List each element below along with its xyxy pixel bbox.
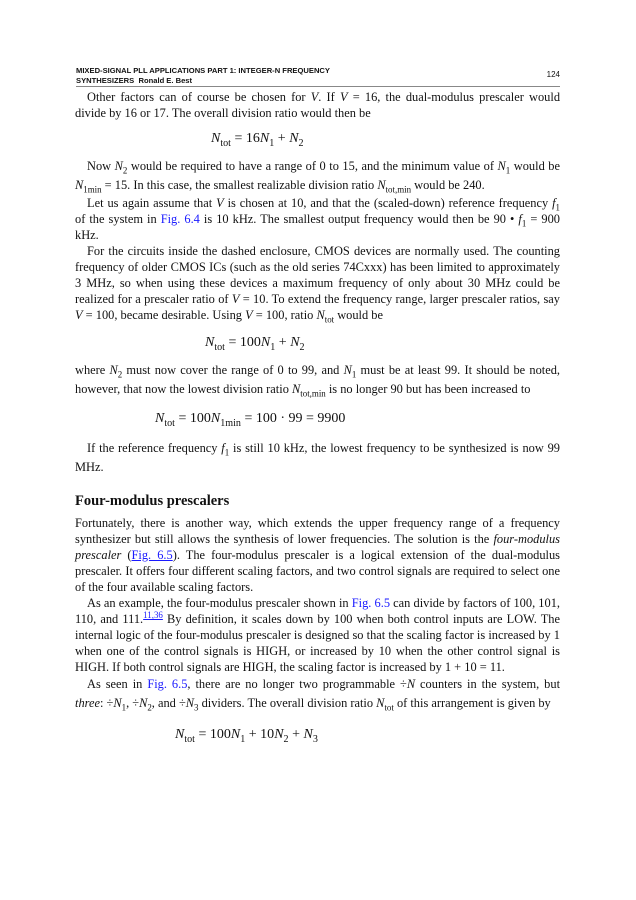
header-rule — [76, 86, 560, 87]
text-run: As an example, the four-modulus prescaler shown in — [87, 596, 352, 610]
equation — [75, 335, 560, 351]
italic-text: N — [139, 696, 148, 710]
italic-text: f — [552, 196, 556, 210]
italic-text: N — [210, 411, 221, 426]
italic-text: V — [231, 292, 240, 306]
subscript: 3 — [312, 733, 318, 745]
italic-text: three — [75, 696, 100, 710]
paragraph — [75, 515, 560, 595]
subscript: 1 — [224, 447, 230, 458]
italic-text: N — [211, 131, 221, 146]
figure-link[interactable]: Fig. 6.4 — [160, 212, 200, 226]
text-run: = 100 — [224, 335, 261, 350]
text-run: = 10. To extend the frequency range, larger prescaler ratios, say — [239, 292, 560, 306]
subscript: tot — [220, 137, 231, 149]
text-run: + 10 — [245, 727, 275, 742]
subscript: 1 — [555, 202, 560, 213]
italic-text: N — [303, 727, 313, 742]
text-run: counters in the system, but — [415, 677, 561, 691]
italic-text: N — [316, 308, 325, 322]
paragraph — [75, 243, 560, 323]
header-title-line2: SYNTHESIZERS — [76, 75, 135, 85]
text-run: : ÷ — [100, 696, 114, 710]
italic-text: N — [113, 696, 122, 710]
italic-text: N — [75, 178, 84, 192]
text-run: ( — [121, 548, 132, 562]
subscript: 2 — [147, 702, 152, 713]
text-run: Four-modulus prescalers — [75, 493, 230, 509]
subscript: 2 — [299, 341, 305, 353]
subscript: tot,min — [385, 184, 412, 195]
text-run: By definition, it scales down by 100 when both control inputs are LOW. The internal logic of the four-modulus prescaler is designed so that the scaling factor is increased by 1 when one of the control signals is HIGH, or increased by 10 when the other control signal is HIGH. If both control signals are HIGH, the scaling factor is increased by 1 + 10 = 11. — [75, 612, 560, 674]
text-run: = 100, became desirable. Using — [82, 308, 246, 322]
text-run: + — [288, 727, 304, 742]
text-run: = 100, ratio — [252, 308, 317, 322]
italic-text: N — [175, 727, 185, 742]
text-run: where — [75, 363, 110, 377]
paragraph — [75, 89, 560, 121]
equation — [75, 131, 560, 147]
text-run: = 15. In this case, the smallest realizable division ratio — [101, 178, 378, 192]
text-run: is still 10 kHz, the lowest frequency to be synthesized is now 99 MHz. — [75, 441, 560, 474]
italic-text: N — [497, 159, 506, 173]
page-number: 124 — [546, 70, 560, 79]
text-run: of this arrangement is given by — [393, 696, 551, 710]
subscript: 2 — [283, 733, 289, 745]
text-run: , there are no longer two programmable ÷ — [187, 677, 407, 691]
text-run: Let us again assume that — [87, 196, 217, 210]
text-run: is no longer 90 but has been increased to — [325, 382, 531, 396]
text-run: can divide by factors of 100, 101, 110, and 111. — [75, 596, 560, 626]
subscript: 1 — [351, 369, 357, 380]
text-run: Other factors can of course be chosen for — [87, 90, 311, 104]
text-run: is chosen at 10, and that the (scaled-down) reference frequency — [223, 196, 553, 210]
italic-text: f — [518, 212, 522, 226]
text-run: + — [274, 131, 290, 146]
text-run: For the circuits inside the dashed enclosure, CMOS devices are normally used. The counting frequency of older CMOS ICs (such as the old series 74Cxxx) has been limited to approximately 3 MHz, so when using these devices a maximum frequency of only about 30 MHz could be realized for a prescaler ratio of — [75, 244, 560, 306]
equation — [75, 727, 560, 743]
subscript: 2 — [298, 137, 304, 149]
paragraph — [75, 675, 560, 713]
subscript: tot — [214, 341, 225, 353]
italic-text: N — [185, 696, 195, 710]
italic-text: N — [292, 382, 301, 396]
header-title-line1: MIXED-SIGNAL PLL APPLICATIONS PART 1: INTEGER-N FREQUENCY — [76, 66, 330, 75]
italic-text: V — [310, 90, 319, 104]
italic-text: N — [155, 411, 165, 426]
italic-text: V — [216, 196, 224, 210]
paragraph — [75, 595, 560, 675]
text-run: If the reference frequency — [87, 441, 222, 455]
running-header — [76, 66, 560, 85]
subscript: 1 — [269, 137, 275, 149]
italic-text: N — [290, 335, 300, 350]
italic-text: four-modulus prescaler — [75, 532, 560, 562]
subscript: 1 — [521, 218, 527, 229]
text-run: is 10 kHz. The smallest output frequency would then be 90 • — [199, 212, 519, 226]
text-run: would be 240. — [411, 178, 485, 192]
text-run: would be required to have a range of 0 to 15, and the minimum value of — [127, 159, 498, 173]
text-run: Fortunately, there is another way, which extends the upper frequency range of a frequency synthesizer but still allows the synthesis of lower frequencies. The solution is the — [75, 516, 560, 546]
text-run: must now cover the range of 0 to 99, and — [122, 363, 344, 377]
italic-text: N — [205, 335, 215, 350]
paragraph — [75, 361, 560, 399]
italic-text: V — [339, 90, 348, 104]
paragraph — [75, 195, 560, 243]
subscript: 1 — [270, 341, 276, 353]
text-run: would be — [510, 159, 560, 173]
paragraph — [75, 157, 560, 195]
text-run: of the system in — [75, 212, 161, 226]
italic-text: V — [245, 308, 253, 322]
subscript: tot — [324, 314, 335, 325]
text-run: = 900 kHz. — [75, 212, 560, 242]
subscript: 2 — [122, 165, 128, 176]
section-heading — [75, 493, 560, 509]
subscript: 1 — [240, 733, 246, 745]
subscript: tot — [384, 702, 394, 713]
subscript: 1 — [121, 702, 127, 713]
italic-text: N — [289, 131, 299, 146]
text-run: + — [275, 335, 291, 350]
paragraph — [75, 439, 560, 477]
italic-text: N — [114, 159, 123, 173]
text-run: . If — [318, 90, 340, 104]
italic-text: N — [260, 335, 271, 350]
subscript: 2 — [117, 369, 123, 380]
text-run: = 100 — [174, 411, 211, 426]
subscript: tot — [164, 417, 175, 429]
italic-text: f — [221, 441, 225, 455]
italic-text: N — [109, 363, 118, 377]
text-run: Now — [87, 159, 115, 173]
italic-text: N — [259, 131, 270, 146]
text-run: would be — [334, 308, 383, 322]
citation-superscript[interactable]: 11,36 — [143, 609, 163, 620]
italic-text: N — [376, 696, 385, 710]
text-run: = 100 — [194, 727, 231, 742]
figure-link[interactable]: Fig. 6.5 — [351, 596, 391, 610]
italic-text: V — [75, 308, 83, 322]
subscript: 1min — [220, 417, 241, 429]
subscript: tot,min — [300, 388, 326, 399]
italic-text: N — [274, 727, 284, 742]
subscript: 1min — [83, 184, 102, 195]
text-run: dividers. The overall division ratio — [198, 696, 377, 710]
text-run: must be at least 99. It should be noted, however, that now the lowest division ratio — [75, 363, 561, 396]
text-run: ). The four-modulus prescaler is a logical extension of the dual-modulus prescaler. It offers four different scaling factors, and two control signals are required to select one of the four available scaling factors. — [75, 548, 560, 594]
text-run: = 16 — [230, 131, 260, 146]
text-run: , and ÷ — [151, 696, 186, 710]
figure-link[interactable]: Fig. 6.5 — [147, 677, 188, 691]
text-run: = 100 · 99 = 9900 — [240, 411, 346, 426]
subscript: tot — [184, 733, 195, 745]
subscript: 3 — [194, 702, 199, 713]
text-run: , ÷ — [126, 696, 140, 710]
italic-text: N — [377, 178, 386, 192]
italic-text: N — [230, 727, 241, 742]
italic-text: N — [343, 363, 352, 377]
subscript: 1 — [505, 165, 511, 176]
italic-text: N — [406, 677, 416, 691]
text-run: As seen in — [87, 677, 148, 691]
header-author: Ronald E. Best — [138, 75, 193, 85]
body-text — [75, 89, 560, 743]
text-run: = 16, the dual-modulus prescaler would divide by 16 or 17. The overall division ratio would then be — [75, 90, 561, 120]
figure-link[interactable]: Fig. 6.5 — [131, 548, 173, 562]
equation — [75, 411, 560, 427]
